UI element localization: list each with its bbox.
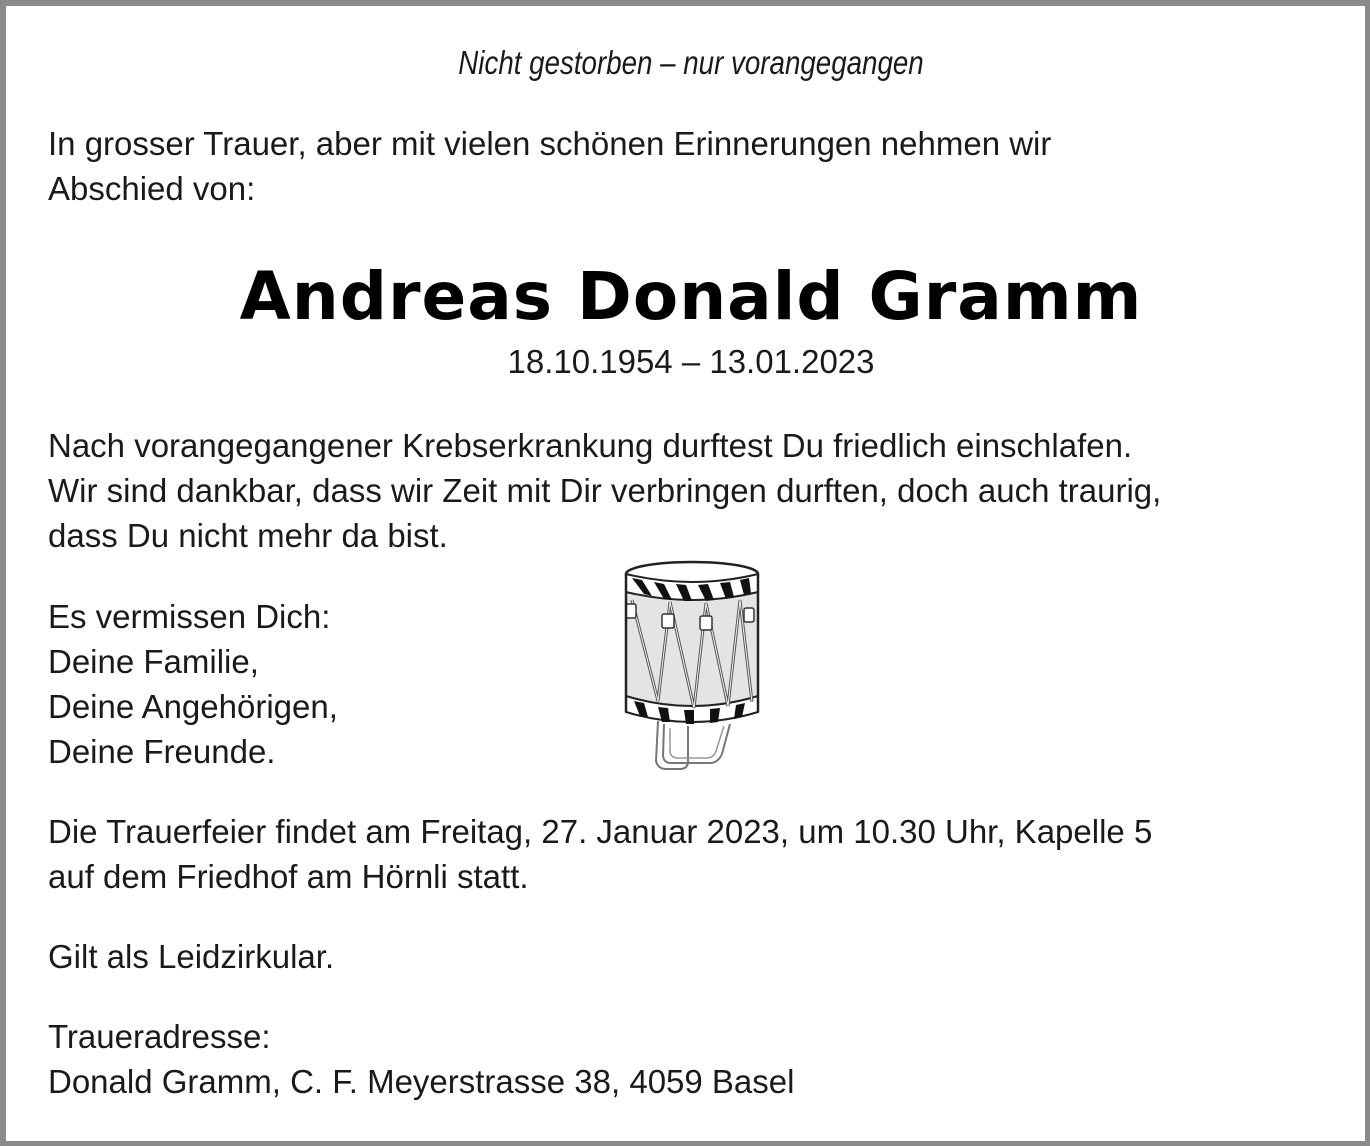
deceased-name: Andreas Donald Gramm [239, 258, 1143, 335]
mourners-line: Deine Angehörigen, [48, 688, 338, 725]
life-dates: 18.10.1954 – 13.01.2023 [507, 343, 875, 380]
mourners-line: Deine Freunde. [48, 733, 276, 770]
message-text [48, 423, 1161, 558]
ceremony-info [48, 809, 1152, 899]
intro-text [48, 121, 1051, 211]
mourning-address [48, 1014, 794, 1104]
mourners-line: Deine Familie, [48, 643, 259, 680]
circular-note: Gilt als Leidzirkular. [48, 938, 335, 975]
drum-icon [618, 556, 766, 776]
intro-line: Abschied von: [48, 170, 256, 207]
address-label: Traueradresse: [48, 1018, 271, 1055]
mourners-list [48, 594, 338, 774]
intro-line: In grosser Trauer, aber mit vielen schönen Erinnerungen nehmen wir [48, 125, 1052, 162]
motto: Nicht gestorben – nur vorangegangen [458, 44, 924, 81]
address-line: Donald Gramm, C. F. Meyerstrasse 38, 4059 Basel [48, 1063, 795, 1100]
ceremony-line: Die Trauerfeier findet am Freitag, 27. Januar 2023, um 10.30 Uhr, Kapelle 5 [48, 813, 1153, 850]
message-line: dass Du nicht mehr da bist. [48, 517, 448, 554]
message-line: Nach vorangegangener Krebserkrankung durftest Du friedlich einschlafen. [48, 427, 1133, 464]
ceremony-line: auf dem Friedhof am Hörnli statt. [48, 858, 529, 895]
mourners-line: Es vermissen Dich: [48, 598, 331, 635]
message-line: Wir sind dankbar, dass wir Zeit mit Dir verbringen durften, doch auch traurig, [48, 472, 1162, 509]
